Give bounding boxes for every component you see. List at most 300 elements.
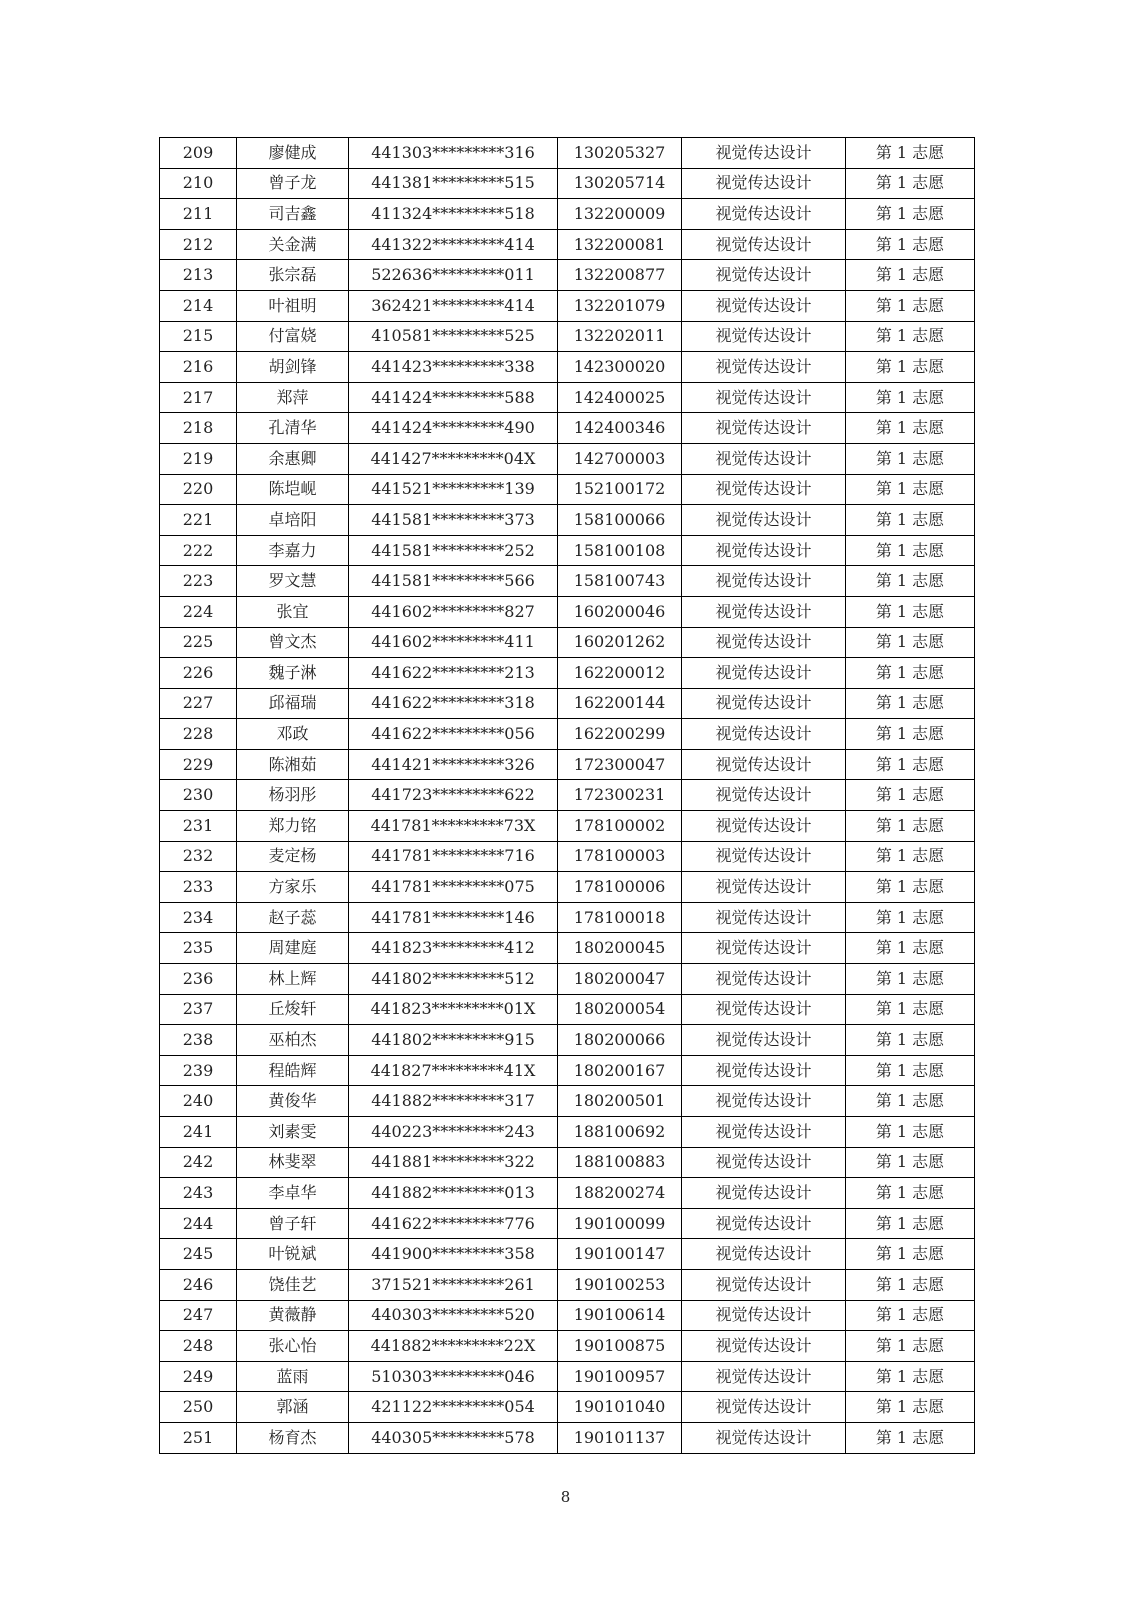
major-cell: 视觉传达设计 [682, 138, 846, 169]
student-name-cell: 邓政 [237, 719, 349, 750]
preference-cell: 第 1 志愿 [846, 290, 975, 321]
exam-number-cell: 190101040 [558, 1392, 682, 1423]
table-row [160, 535, 975, 566]
exam-number-cell: 158100743 [558, 566, 682, 597]
student-name-cell: 曾子轩 [237, 1208, 349, 1239]
table-row [160, 841, 975, 872]
preference-cell: 第 1 志愿 [846, 535, 975, 566]
exam-number-cell: 178100018 [558, 902, 682, 933]
preference-cell: 第 1 志愿 [846, 627, 975, 658]
id-number-cell: 441602*********411 [349, 627, 558, 658]
id-number-cell: 440223*********243 [349, 1117, 558, 1148]
exam-number-cell: 162200012 [558, 658, 682, 689]
student-name-cell: 程皓辉 [237, 1055, 349, 1086]
row-index-cell: 245 [160, 1239, 237, 1270]
id-number-cell: 440303*********520 [349, 1300, 558, 1331]
page-number: 8 [560, 1488, 571, 1506]
table-row [160, 902, 975, 933]
major-cell: 视觉传达设计 [682, 1208, 846, 1239]
exam-number-cell: 190100957 [558, 1361, 682, 1392]
student-name-cell: 魏子淋 [237, 658, 349, 689]
table-row [160, 1331, 975, 1362]
table-row [160, 719, 975, 750]
table-row [160, 1086, 975, 1117]
preference-cell: 第 1 志愿 [846, 964, 975, 995]
table-row [160, 780, 975, 811]
preference-cell: 第 1 志愿 [846, 1331, 975, 1362]
exam-number-cell: 152100172 [558, 474, 682, 505]
major-cell: 视觉传达设计 [682, 627, 846, 658]
major-cell: 视觉传达设计 [682, 1025, 846, 1056]
row-index-cell: 218 [160, 413, 237, 444]
preference-cell: 第 1 志愿 [846, 321, 975, 352]
major-cell: 视觉传达设计 [682, 1055, 846, 1086]
preference-cell: 第 1 志愿 [846, 474, 975, 505]
table-row [160, 474, 975, 505]
table-row [160, 566, 975, 597]
student-name-cell: 孔清华 [237, 413, 349, 444]
preference-cell: 第 1 志愿 [846, 566, 975, 597]
table-row [160, 505, 975, 536]
table-row [160, 413, 975, 444]
table-row [160, 688, 975, 719]
exam-number-cell: 142300020 [558, 352, 682, 383]
major-cell: 视觉传达设计 [682, 199, 846, 230]
id-number-cell: 441622*********318 [349, 688, 558, 719]
row-index-cell: 225 [160, 627, 237, 658]
id-number-cell: 441781*********075 [349, 872, 558, 903]
row-index-cell: 210 [160, 168, 237, 199]
id-number-cell: 441424*********588 [349, 382, 558, 413]
exam-number-cell: 172300047 [558, 749, 682, 780]
admission-list-table [159, 137, 975, 1454]
exam-number-cell: 190100099 [558, 1208, 682, 1239]
id-number-cell: 441781*********73X [349, 811, 558, 842]
preference-cell: 第 1 志愿 [846, 1178, 975, 1209]
exam-number-cell: 178100003 [558, 841, 682, 872]
id-number-cell: 441427*********04X [349, 443, 558, 474]
row-index-cell: 237 [160, 994, 237, 1025]
row-index-cell: 224 [160, 596, 237, 627]
row-index-cell: 214 [160, 290, 237, 321]
student-name-cell: 林上辉 [237, 964, 349, 995]
major-cell: 视觉传达设计 [682, 168, 846, 199]
id-number-cell: 441622*********056 [349, 719, 558, 750]
id-number-cell: 441622*********776 [349, 1208, 558, 1239]
row-index-cell: 229 [160, 749, 237, 780]
row-index-cell: 238 [160, 1025, 237, 1056]
major-cell: 视觉传达设计 [682, 566, 846, 597]
table-row [160, 1239, 975, 1270]
row-index-cell: 232 [160, 841, 237, 872]
student-name-cell: 蓝雨 [237, 1361, 349, 1392]
table-row [160, 321, 975, 352]
table-row [160, 1361, 975, 1392]
exam-number-cell: 180200054 [558, 994, 682, 1025]
preference-cell: 第 1 志愿 [846, 1239, 975, 1270]
exam-number-cell: 132200877 [558, 260, 682, 291]
table-row [160, 994, 975, 1025]
major-cell: 视觉传达设计 [682, 596, 846, 627]
exam-number-cell: 132201079 [558, 290, 682, 321]
preference-cell: 第 1 志愿 [846, 658, 975, 689]
student-name-cell: 周建庭 [237, 933, 349, 964]
id-number-cell: 441602*********827 [349, 596, 558, 627]
major-cell: 视觉传达设计 [682, 1239, 846, 1270]
exam-number-cell: 142400346 [558, 413, 682, 444]
student-name-cell: 胡剑锋 [237, 352, 349, 383]
exam-number-cell: 180200047 [558, 964, 682, 995]
preference-cell: 第 1 志愿 [846, 1055, 975, 1086]
exam-number-cell: 180200045 [558, 933, 682, 964]
student-name-cell: 饶佳艺 [237, 1269, 349, 1300]
row-index-cell: 230 [160, 780, 237, 811]
id-number-cell: 441581*********373 [349, 505, 558, 536]
preference-cell: 第 1 志愿 [846, 1086, 975, 1117]
id-number-cell: 441881*********322 [349, 1147, 558, 1178]
preference-cell: 第 1 志愿 [846, 719, 975, 750]
table-row [160, 749, 975, 780]
id-number-cell: 441827*********41X [349, 1055, 558, 1086]
row-index-cell: 221 [160, 505, 237, 536]
student-name-cell: 林斐翠 [237, 1147, 349, 1178]
major-cell: 视觉传达设计 [682, 443, 846, 474]
preference-cell: 第 1 志愿 [846, 168, 975, 199]
row-index-cell: 231 [160, 811, 237, 842]
major-cell: 视觉传达设计 [682, 749, 846, 780]
student-name-cell: 丘焌轩 [237, 994, 349, 1025]
preference-cell: 第 1 志愿 [846, 994, 975, 1025]
id-number-cell: 510303*********046 [349, 1361, 558, 1392]
row-index-cell: 222 [160, 535, 237, 566]
id-number-cell: 421122*********054 [349, 1392, 558, 1423]
table-row [160, 964, 975, 995]
major-cell: 视觉传达设计 [682, 811, 846, 842]
student-name-cell: 付富娆 [237, 321, 349, 352]
id-number-cell: 441823*********412 [349, 933, 558, 964]
row-index-cell: 227 [160, 688, 237, 719]
row-index-cell: 244 [160, 1208, 237, 1239]
preference-cell: 第 1 志愿 [846, 413, 975, 444]
table-row [160, 1117, 975, 1148]
exam-number-cell: 190100875 [558, 1331, 682, 1362]
student-name-cell: 郭涵 [237, 1392, 349, 1423]
preference-cell: 第 1 志愿 [846, 1392, 975, 1423]
major-cell: 视觉传达设计 [682, 535, 846, 566]
preference-cell: 第 1 志愿 [846, 1147, 975, 1178]
table-row [160, 352, 975, 383]
id-number-cell: 441900*********358 [349, 1239, 558, 1270]
table-row [160, 260, 975, 291]
preference-cell: 第 1 志愿 [846, 199, 975, 230]
table-row [160, 1025, 975, 1056]
id-number-cell: 441882*********013 [349, 1178, 558, 1209]
preference-cell: 第 1 志愿 [846, 138, 975, 169]
table-body [160, 138, 975, 1454]
table-row [160, 627, 975, 658]
preference-cell: 第 1 志愿 [846, 1300, 975, 1331]
id-number-cell: 441381*********515 [349, 168, 558, 199]
table-row [160, 199, 975, 230]
id-number-cell: 441581*********566 [349, 566, 558, 597]
preference-cell: 第 1 志愿 [846, 1208, 975, 1239]
exam-number-cell: 190100253 [558, 1269, 682, 1300]
preference-cell: 第 1 志愿 [846, 382, 975, 413]
student-name-cell: 李卓华 [237, 1178, 349, 1209]
row-index-cell: 251 [160, 1422, 237, 1453]
id-number-cell: 441823*********01X [349, 994, 558, 1025]
major-cell: 视觉传达设计 [682, 382, 846, 413]
row-index-cell: 243 [160, 1178, 237, 1209]
preference-cell: 第 1 志愿 [846, 933, 975, 964]
preference-cell: 第 1 志愿 [846, 749, 975, 780]
student-name-cell: 司吉鑫 [237, 199, 349, 230]
student-name-cell: 罗文慧 [237, 566, 349, 597]
table-row [160, 872, 975, 903]
exam-number-cell: 188200274 [558, 1178, 682, 1209]
major-cell: 视觉传达设计 [682, 994, 846, 1025]
id-number-cell: 440305*********578 [349, 1422, 558, 1453]
exam-number-cell: 132202011 [558, 321, 682, 352]
major-cell: 视觉传达设计 [682, 719, 846, 750]
student-name-cell: 郑萍 [237, 382, 349, 413]
exam-number-cell: 190100614 [558, 1300, 682, 1331]
table-row [160, 1208, 975, 1239]
major-cell: 视觉传达设计 [682, 872, 846, 903]
table-row [160, 168, 975, 199]
student-name-cell: 刘素雯 [237, 1117, 349, 1148]
major-cell: 视觉传达设计 [682, 902, 846, 933]
major-cell: 视觉传达设计 [682, 260, 846, 291]
major-cell: 视觉传达设计 [682, 1361, 846, 1392]
preference-cell: 第 1 志愿 [846, 811, 975, 842]
id-number-cell: 441802*********915 [349, 1025, 558, 1056]
student-name-cell: 李嘉力 [237, 535, 349, 566]
student-name-cell: 张宗磊 [237, 260, 349, 291]
major-cell: 视觉传达设计 [682, 688, 846, 719]
id-number-cell: 441421*********326 [349, 749, 558, 780]
preference-cell: 第 1 志愿 [846, 872, 975, 903]
student-name-cell: 廖健成 [237, 138, 349, 169]
major-cell: 视觉传达设计 [682, 1147, 846, 1178]
row-index-cell: 247 [160, 1300, 237, 1331]
table-row [160, 811, 975, 842]
major-cell: 视觉传达设计 [682, 413, 846, 444]
major-cell: 视觉传达设计 [682, 352, 846, 383]
id-number-cell: 410581*********525 [349, 321, 558, 352]
exam-number-cell: 158100108 [558, 535, 682, 566]
table-row [160, 229, 975, 260]
preference-cell: 第 1 志愿 [846, 780, 975, 811]
major-cell: 视觉传达设计 [682, 1331, 846, 1362]
preference-cell: 第 1 志愿 [846, 229, 975, 260]
id-number-cell: 441781*********716 [349, 841, 558, 872]
exam-number-cell: 130205714 [558, 168, 682, 199]
student-name-cell: 陈湘茹 [237, 749, 349, 780]
student-name-cell: 黄薇静 [237, 1300, 349, 1331]
row-index-cell: 240 [160, 1086, 237, 1117]
id-number-cell: 441882*********22X [349, 1331, 558, 1362]
student-name-cell: 赵子蕊 [237, 902, 349, 933]
table-row [160, 1178, 975, 1209]
row-index-cell: 219 [160, 443, 237, 474]
student-name-cell: 麦定杨 [237, 841, 349, 872]
row-index-cell: 246 [160, 1269, 237, 1300]
table-row [160, 1392, 975, 1423]
row-index-cell: 228 [160, 719, 237, 750]
row-index-cell: 213 [160, 260, 237, 291]
student-name-cell: 卓培阳 [237, 505, 349, 536]
preference-cell: 第 1 志愿 [846, 1422, 975, 1453]
exam-number-cell: 130205327 [558, 138, 682, 169]
major-cell: 视觉传达设计 [682, 933, 846, 964]
major-cell: 视觉传达设计 [682, 780, 846, 811]
preference-cell: 第 1 志愿 [846, 260, 975, 291]
row-index-cell: 212 [160, 229, 237, 260]
row-index-cell: 217 [160, 382, 237, 413]
id-number-cell: 441303*********316 [349, 138, 558, 169]
preference-cell: 第 1 志愿 [846, 505, 975, 536]
row-index-cell: 235 [160, 933, 237, 964]
id-number-cell: 441521*********139 [349, 474, 558, 505]
major-cell: 视觉传达设计 [682, 841, 846, 872]
table-row [160, 1055, 975, 1086]
row-index-cell: 249 [160, 1361, 237, 1392]
major-cell: 视觉传达设计 [682, 474, 846, 505]
id-number-cell: 522636*********011 [349, 260, 558, 291]
exam-number-cell: 162200144 [558, 688, 682, 719]
exam-number-cell: 132200009 [558, 199, 682, 230]
student-name-cell: 余惠卿 [237, 443, 349, 474]
table-row [160, 658, 975, 689]
id-number-cell: 441723*********622 [349, 780, 558, 811]
id-number-cell: 441424*********490 [349, 413, 558, 444]
student-name-cell: 邱福瑞 [237, 688, 349, 719]
row-index-cell: 234 [160, 902, 237, 933]
row-index-cell: 226 [160, 658, 237, 689]
exam-number-cell: 180200501 [558, 1086, 682, 1117]
id-number-cell: 441882*********317 [349, 1086, 558, 1117]
preference-cell: 第 1 志愿 [846, 1361, 975, 1392]
row-index-cell: 233 [160, 872, 237, 903]
preference-cell: 第 1 志愿 [846, 443, 975, 474]
row-index-cell: 215 [160, 321, 237, 352]
major-cell: 视觉传达设计 [682, 1422, 846, 1453]
id-number-cell: 362421*********414 [349, 290, 558, 321]
preference-cell: 第 1 志愿 [846, 596, 975, 627]
student-name-cell: 曾子龙 [237, 168, 349, 199]
table-row [160, 1422, 975, 1453]
row-index-cell: 220 [160, 474, 237, 505]
id-number-cell: 441581*********252 [349, 535, 558, 566]
id-number-cell: 441781*********146 [349, 902, 558, 933]
table-row [160, 138, 975, 169]
id-number-cell: 411324*********518 [349, 199, 558, 230]
exam-number-cell: 178100006 [558, 872, 682, 903]
exam-number-cell: 142400025 [558, 382, 682, 413]
preference-cell: 第 1 志愿 [846, 1117, 975, 1148]
row-index-cell: 216 [160, 352, 237, 383]
exam-number-cell: 158100066 [558, 505, 682, 536]
row-index-cell: 209 [160, 138, 237, 169]
preference-cell: 第 1 志愿 [846, 902, 975, 933]
table-row [160, 1147, 975, 1178]
row-index-cell: 223 [160, 566, 237, 597]
major-cell: 视觉传达设计 [682, 1392, 846, 1423]
student-name-cell: 郑力铭 [237, 811, 349, 842]
exam-number-cell: 178100002 [558, 811, 682, 842]
exam-number-cell: 180200167 [558, 1055, 682, 1086]
preference-cell: 第 1 志愿 [846, 1025, 975, 1056]
preference-cell: 第 1 志愿 [846, 352, 975, 383]
table-row [160, 443, 975, 474]
row-index-cell: 248 [160, 1331, 237, 1362]
major-cell: 视觉传达设计 [682, 1117, 846, 1148]
student-name-cell: 巫柏杰 [237, 1025, 349, 1056]
id-number-cell: 441322*********414 [349, 229, 558, 260]
row-index-cell: 241 [160, 1117, 237, 1148]
student-name-cell: 方家乐 [237, 872, 349, 903]
table-row [160, 1300, 975, 1331]
preference-cell: 第 1 志愿 [846, 841, 975, 872]
exam-number-cell: 188100883 [558, 1147, 682, 1178]
id-number-cell: 441423*********338 [349, 352, 558, 383]
exam-number-cell: 172300231 [558, 780, 682, 811]
major-cell: 视觉传达设计 [682, 1086, 846, 1117]
id-number-cell: 441622*********213 [349, 658, 558, 689]
exam-number-cell: 162200299 [558, 719, 682, 750]
id-number-cell: 371521*********261 [349, 1269, 558, 1300]
exam-number-cell: 188100692 [558, 1117, 682, 1148]
preference-cell: 第 1 志愿 [846, 688, 975, 719]
row-index-cell: 236 [160, 964, 237, 995]
student-name-cell: 张宜 [237, 596, 349, 627]
student-name-cell: 张心怡 [237, 1331, 349, 1362]
major-cell: 视觉传达设计 [682, 321, 846, 352]
student-name-cell: 叶祖明 [237, 290, 349, 321]
table-row [160, 382, 975, 413]
table-row [160, 290, 975, 321]
major-cell: 视觉传达设计 [682, 229, 846, 260]
row-index-cell: 242 [160, 1147, 237, 1178]
exam-number-cell: 190101137 [558, 1422, 682, 1453]
exam-number-cell: 142700003 [558, 443, 682, 474]
row-index-cell: 239 [160, 1055, 237, 1086]
exam-number-cell: 132200081 [558, 229, 682, 260]
table-row [160, 933, 975, 964]
major-cell: 视觉传达设计 [682, 964, 846, 995]
student-name-cell: 陈垲岘 [237, 474, 349, 505]
student-name-cell: 关金满 [237, 229, 349, 260]
student-name-cell: 曾文杰 [237, 627, 349, 658]
major-cell: 视觉传达设计 [682, 1178, 846, 1209]
student-name-cell: 黄俊华 [237, 1086, 349, 1117]
student-name-cell: 杨羽彤 [237, 780, 349, 811]
id-number-cell: 441802*********512 [349, 964, 558, 995]
preference-cell: 第 1 志愿 [846, 1269, 975, 1300]
major-cell: 视觉传达设计 [682, 1300, 846, 1331]
row-index-cell: 211 [160, 199, 237, 230]
exam-number-cell: 180200066 [558, 1025, 682, 1056]
exam-number-cell: 160201262 [558, 627, 682, 658]
major-cell: 视觉传达设计 [682, 1269, 846, 1300]
table-row [160, 1269, 975, 1300]
exam-number-cell: 190100147 [558, 1239, 682, 1270]
major-cell: 视觉传达设计 [682, 658, 846, 689]
major-cell: 视觉传达设计 [682, 505, 846, 536]
student-name-cell: 叶锐斌 [237, 1239, 349, 1270]
exam-number-cell: 160200046 [558, 596, 682, 627]
